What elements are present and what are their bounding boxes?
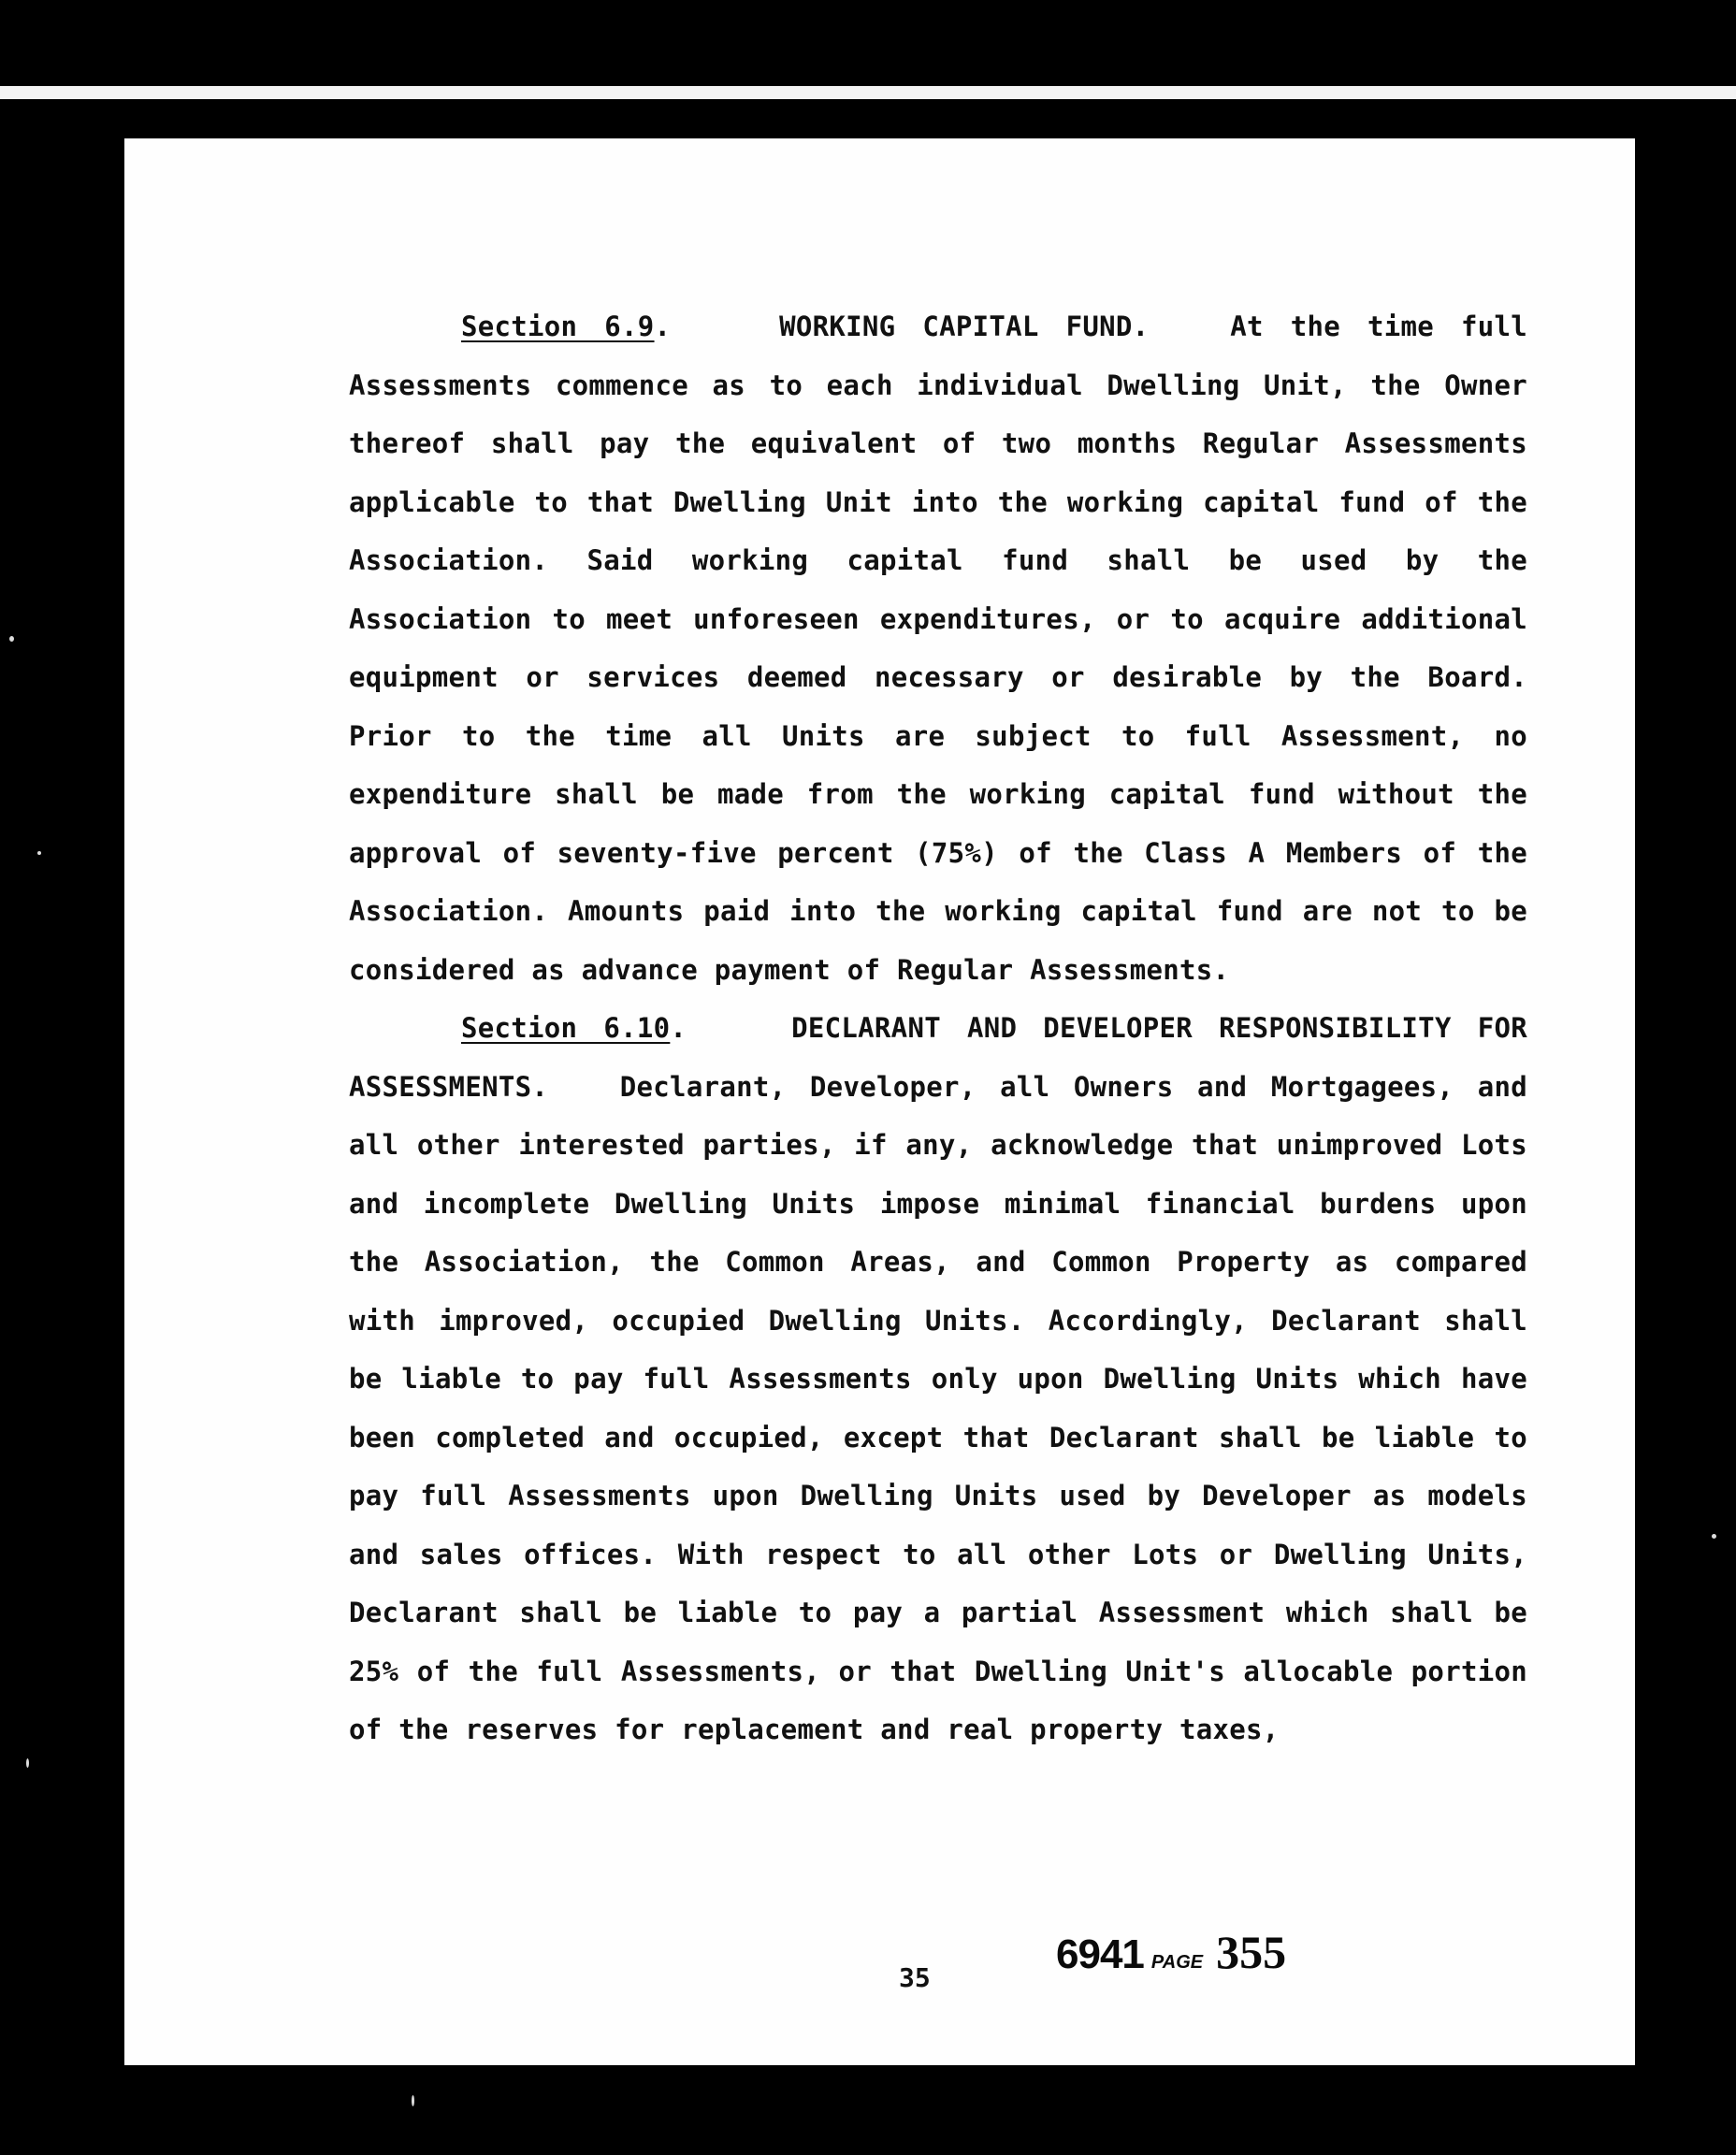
section-text: Declarant, Developer, all Owners and Mortgagees, and all other interested parties, if any, acknowledge that unimproved Lots and incomplete Dwelling Units impose minimal financial burdens upon the Association, the Common Areas, and Common Property as compared with improved, occupied Dwelling Units. Accordingly, Declarant shall be liable to pay full Assessments only upon Dwelling Units which have been completed and occupied, except that Declarant shall be liable to pay full Assessments upon Dwelling Units used by Developer as models and sales offices. With respect to all other Lots or Dwelling Units, Declarant shall be liable to pay a partial Assessment which shall be 25% of the full Assessments, or that Dwelling Unit's allocable portion of the reserves for replacement and real property taxes, xyxy=(349,1070,1528,1745)
stamp-page-number: 355 xyxy=(1216,1926,1287,1978)
document-body xyxy=(349,297,1527,1759)
page-number: 35 xyxy=(899,1962,931,1993)
stamp-book-number: 6941 xyxy=(1056,1931,1144,1977)
section-number: Section 6.10 xyxy=(461,1012,671,1044)
scan-speck xyxy=(1712,1534,1716,1539)
scan-speck xyxy=(26,1758,29,1768)
section-title: WORKING CAPITAL FUND. xyxy=(779,311,1150,342)
scan-speck xyxy=(9,636,14,642)
scan-speck xyxy=(37,851,41,855)
scan-border xyxy=(0,86,1736,99)
section-6-9: Section 6.9. WORKING CAPITAL FUND. At the time full Assessments commence as to each individual Dwelling Unit, the Owner thereof shall pay the equivalent of two months Regular Assessments applicable to that Dwelling Unit into the working capital fund of the Association. Said working capital fund shall be used by the Association to meet unforeseen expenditures, or to acquire additional equipment or services deemed necessary or desirable by the Board. Prior to the time all Units are subject to full Assessment, no expenditure shall be made from the working capital fund without the approval of seventy-five percent (75%) of the Class A Members of the Association. Amounts paid into the working capital fund are not to be considered as advance payment of Regular Assessments. xyxy=(349,311,1527,986)
scan-speck xyxy=(412,2095,414,2106)
document-page xyxy=(124,138,1635,2065)
section-6-10: Section 6.10. DECLARANT AND DEVELOPER RESPONSIBILITY FOR ASSESSMENTS. Declarant, Developer, all Owners and Mortgagees, and all other interested parties, if any, acknowledge that unimproved Lots and incomplete Dwelling Units impose minimal financial burdens upon the Association, the Common Areas, and Common Property as compared with improved, occupied Dwelling Units. Accordingly, Declarant shall be liable to pay full Assessments only upon Dwelling Units which have been completed and occupied, except that Declarant shall be liable to pay full Assessments upon Dwelling Units used by Developer as models and sales offices. With respect to all other Lots or Dwelling Units, Declarant shall be liable to pay a partial Assessment which shall be 25% of the full Assessments, or that Dwelling Unit's allocable portion of the reserves for replacement and real property taxes, xyxy=(349,1012,1528,1745)
section-text: At the time full Assessments commence as to each individual Dwelling Unit, the Owner thereof shall pay the equivalent of two months Regular Assessments applicable to that Dwelling Unit into the working capital fund of the Association. Said working capital fund shall be used by the Association to meet unforeseen expenditures, or to acquire additional equipment or services deemed necessary or desirable by the Board. Prior to the time all Units are subject to full Assessment, no expenditure shall be made from the working capital fund without the approval of seventy-five percent (75%) of the Class A Members of the Association. Amounts paid into the working capital fund are not to be considered as advance payment of Regular Assessments. xyxy=(349,311,1527,986)
section-title: DECLARANT AND DEVELOPER RESPONSIBILITY FOR ASSESSMENTS. xyxy=(349,1012,1527,1103)
section-number: Section 6.9 xyxy=(461,311,655,342)
stamp-page-label: PAGE xyxy=(1150,1952,1204,1973)
recording-stamp xyxy=(1056,1925,1286,1979)
